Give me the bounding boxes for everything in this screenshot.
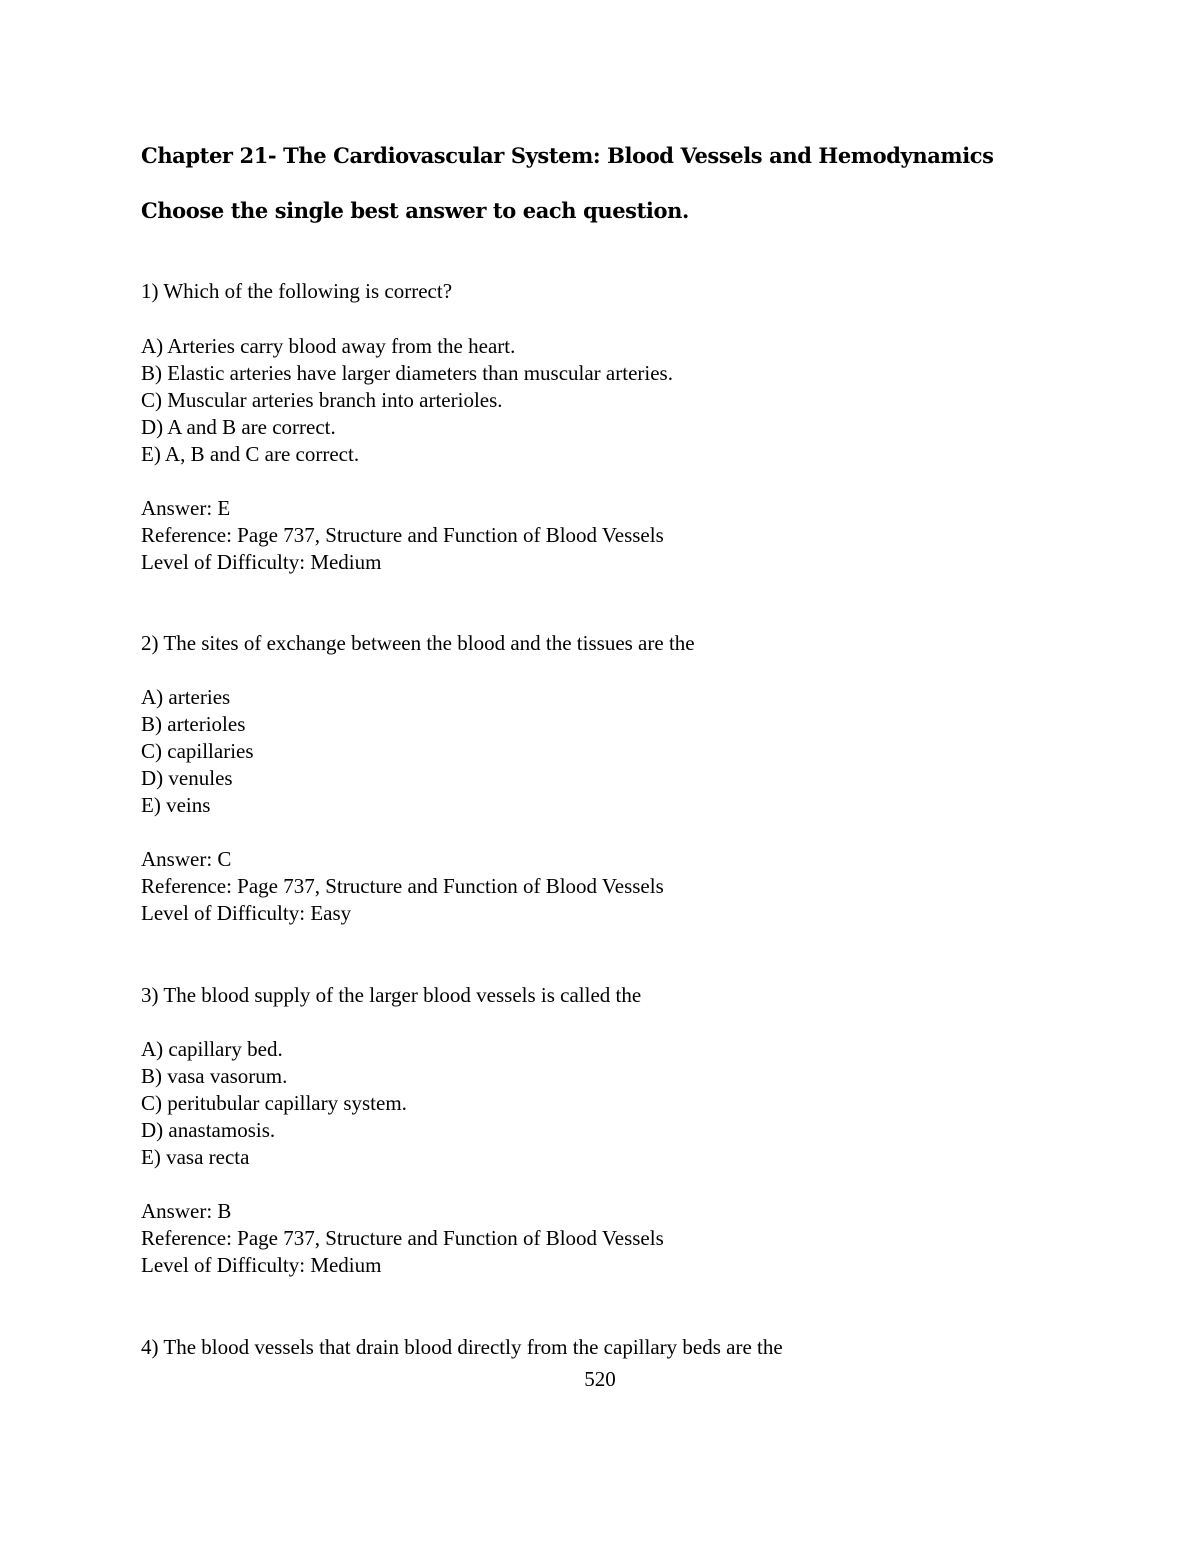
question-2-difficulty: Level of Difficulty: Easy	[141, 901, 352, 925]
question-1-stem: 1) Which of the following is correct?	[141, 279, 453, 303]
question-3-option-e: E) vasa recta	[141, 1145, 250, 1169]
question-1-option-b: B) Elastic arteries have larger diameters than muscular arteries.	[141, 361, 673, 385]
page-title: Chapter 21- The Cardiovascular System: Blood Vessels and Hemodynamics	[141, 143, 994, 168]
question-4-stem: 4) The blood vessels that drain blood directly from the capillary beds are the	[141, 1335, 783, 1359]
question-2-option-a: A) arteries	[141, 685, 231, 709]
question-2-option-c: C) capillaries	[141, 739, 254, 763]
question-2-reference: Reference: Page 737, Structure and Function of Blood Vessels	[141, 874, 664, 898]
question-3-difficulty: Level of Difficulty: Medium	[141, 1253, 382, 1277]
question-3-reference: Reference: Page 737, Structure and Function of Blood Vessels	[141, 1226, 664, 1250]
question-1-option-a: A) Arteries carry blood away from the heart.	[141, 334, 516, 358]
question-2-option-e: E) veins	[141, 793, 211, 817]
question-2-answer: Answer: C	[141, 847, 232, 871]
question-2-option-d: D) venules	[141, 766, 233, 790]
question-1-option-c: C) Muscular arteries branch into arterioles.	[141, 388, 503, 412]
question-3-option-d: D) anastamosis.	[141, 1118, 276, 1142]
instructions: Choose the single best answer to each question.	[141, 198, 689, 223]
question-3-option-b: B) vasa vasorum.	[141, 1064, 288, 1088]
question-2-stem: 2) The sites of exchange between the blood and the tissues are the	[141, 631, 695, 655]
question-1-reference: Reference: Page 737, Structure and Function of Blood Vessels	[141, 523, 664, 547]
page-number: 520	[584, 1367, 616, 1391]
question-1-answer: Answer: E	[141, 496, 231, 520]
question-2-option-b: B) arterioles	[141, 712, 246, 736]
question-3-answer: Answer: B	[141, 1199, 232, 1223]
question-1-option-e: E) A, B and C are correct.	[141, 442, 360, 466]
question-1-difficulty: Level of Difficulty: Medium	[141, 550, 382, 574]
question-3-stem: 3) The blood supply of the larger blood vessels is called the	[141, 983, 642, 1007]
question-3-option-c: C) peritubular capillary system.	[141, 1091, 407, 1115]
question-3-option-a: A) capillary bed.	[141, 1037, 283, 1061]
question-1-option-d: D) A and B are correct.	[141, 415, 336, 439]
